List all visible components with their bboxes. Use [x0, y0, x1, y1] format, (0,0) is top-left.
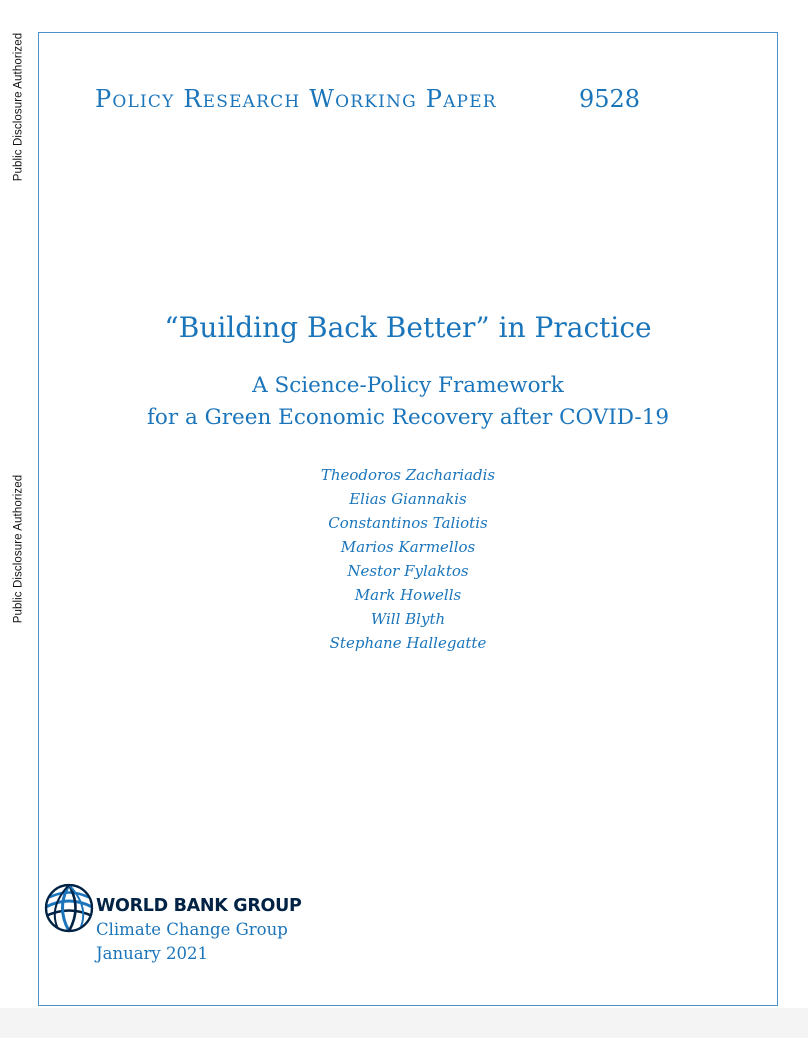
disclosure-label-top-text: Public Disclosure Authorized — [12, 32, 25, 182]
disclosure-label-middle — [4, 464, 32, 634]
footer-logo-block — [44, 883, 374, 1013]
publication-date: January 2021 — [96, 944, 208, 963]
author-name: Constantinos Taliotis — [328, 514, 488, 532]
paper-subtitle-line2: for a Green Economic Recovery after COVID-19 — [146, 405, 670, 430]
author-name: Will Blyth — [370, 610, 446, 628]
author-name: Elias Giannakis — [349, 490, 467, 508]
organization-name: WORLD BANK GROUP — [96, 896, 302, 916]
paper-number: 9528 — [579, 85, 641, 113]
paper-title: “Building Back Better” in Practice — [164, 311, 652, 344]
author-name: Mark Howells — [354, 586, 462, 604]
author-name: Marios Karmellos — [340, 538, 476, 556]
page-bottom-strip — [0, 1008, 808, 1038]
author-name: Stephane Hallegatte — [329, 634, 487, 652]
department-name: Climate Change Group — [96, 920, 288, 939]
globe-icon — [44, 883, 94, 933]
paper-subtitle-line1: A Science-Policy Framework — [252, 373, 564, 398]
cover-frame — [38, 32, 778, 1006]
author-list — [39, 463, 777, 655]
disclosure-label-middle-text: Public Disclosure Authorized — [12, 474, 25, 624]
disclosure-label-top — [4, 22, 32, 192]
series-header — [95, 85, 655, 121]
author-name: Nestor Fylaktos — [347, 562, 469, 580]
author-name: Theodoros Zachariadis — [320, 466, 496, 484]
series-name: Policy Research Working Paper — [95, 85, 497, 113]
